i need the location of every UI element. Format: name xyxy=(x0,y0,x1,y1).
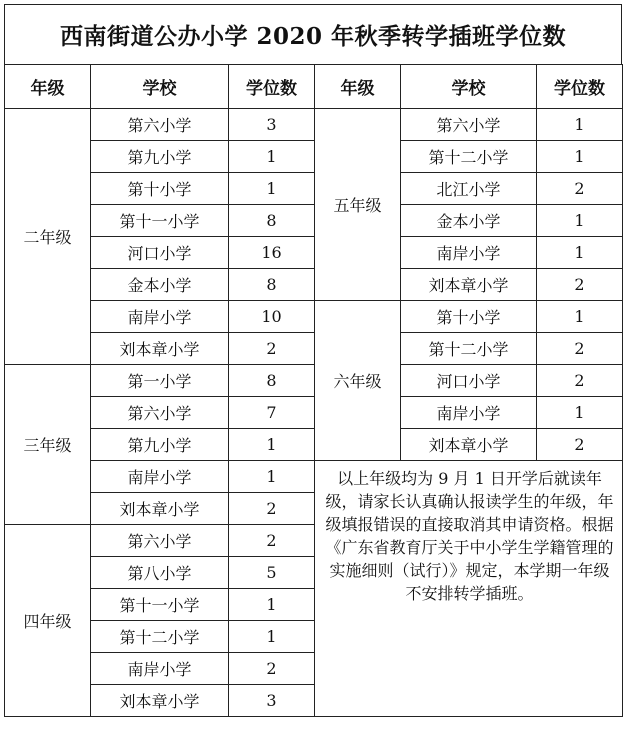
school-cell: 刘本章小学 xyxy=(91,685,229,717)
school-cell: 第六小学 xyxy=(401,109,537,141)
school-cell: 南岸小学 xyxy=(401,397,537,429)
table-row xyxy=(5,301,623,333)
seats-cell: 10 xyxy=(229,301,315,333)
seats-cell: 1 xyxy=(537,205,623,237)
school-cell: 第六小学 xyxy=(91,397,229,429)
school-cell: 第十二小学 xyxy=(401,333,537,365)
school-cell: 南岸小学 xyxy=(91,461,229,493)
school-cell: 刘本章小学 xyxy=(401,269,537,301)
school-cell: 第六小学 xyxy=(91,525,229,557)
header-school-left: 学校 xyxy=(91,65,229,109)
school-cell: 第一小学 xyxy=(91,365,229,397)
table-row xyxy=(5,141,623,173)
header-grade-right: 年级 xyxy=(315,65,401,109)
school-cell: 第十小学 xyxy=(91,173,229,205)
seats-cell: 2 xyxy=(537,429,623,461)
seats-cell: 1 xyxy=(537,109,623,141)
seats-cell: 2 xyxy=(229,493,315,525)
seat-table xyxy=(4,64,623,717)
school-cell: 金本小学 xyxy=(91,269,229,301)
school-cell: 第六小学 xyxy=(91,109,229,141)
table-row xyxy=(5,397,623,429)
seats-cell: 2 xyxy=(537,333,623,365)
seats-cell: 1 xyxy=(537,141,623,173)
seats-cell: 1 xyxy=(229,461,315,493)
seats-cell: 1 xyxy=(229,173,315,205)
header-school-right: 学校 xyxy=(401,65,537,109)
seats-cell: 2 xyxy=(229,653,315,685)
seats-cell: 8 xyxy=(229,365,315,397)
grade-cell: 三年级 xyxy=(5,365,91,525)
table-row xyxy=(5,109,623,141)
seats-cell: 2 xyxy=(537,173,623,205)
seats-cell: 2 xyxy=(537,269,623,301)
table-row xyxy=(5,461,623,493)
school-cell: 南岸小学 xyxy=(401,237,537,269)
header-seats-right: 学位数 xyxy=(537,65,623,109)
seats-cell: 1 xyxy=(229,141,315,173)
seats-cell: 1 xyxy=(229,621,315,653)
table-row xyxy=(5,205,623,237)
school-cell: 河口小学 xyxy=(401,365,537,397)
school-cell: 刘本章小学 xyxy=(91,493,229,525)
table-row xyxy=(5,365,623,397)
seats-cell: 1 xyxy=(537,237,623,269)
notice-text: 以上年级均为 9 月 1 日开学后就读年级，请家长认真确认报读学生的年级，年级填报错误的直接取消其申请资格。根据《广东省教育厅关于中小学生学籍管理的实施细则（试行）》规定，本学期一年级不安排转学插班。 xyxy=(315,461,623,717)
school-cell: 北江小学 xyxy=(401,173,537,205)
seats-cell: 1 xyxy=(537,301,623,333)
seats-cell: 1 xyxy=(229,589,315,621)
seats-cell: 16 xyxy=(229,237,315,269)
seats-cell: 3 xyxy=(229,109,315,141)
table-row xyxy=(5,333,623,365)
header-row xyxy=(5,65,623,109)
seats-cell: 8 xyxy=(229,269,315,301)
school-cell: 第九小学 xyxy=(91,429,229,461)
school-cell: 南岸小学 xyxy=(91,653,229,685)
table-row xyxy=(5,429,623,461)
school-cell: 第九小学 xyxy=(91,141,229,173)
school-cell: 河口小学 xyxy=(91,237,229,269)
seats-cell: 8 xyxy=(229,205,315,237)
school-cell: 第八小学 xyxy=(91,557,229,589)
table-title: 西南街道公办小学 2020 年秋季转学插班学位数 xyxy=(4,4,622,64)
seats-cell: 1 xyxy=(537,397,623,429)
seats-cell: 2 xyxy=(229,333,315,365)
school-cell: 第十小学 xyxy=(401,301,537,333)
table-row xyxy=(5,237,623,269)
school-cell: 刘本章小学 xyxy=(401,429,537,461)
table-row xyxy=(5,269,623,301)
school-cell: 南岸小学 xyxy=(91,301,229,333)
grade-cell: 二年级 xyxy=(5,109,91,365)
seats-cell: 3 xyxy=(229,685,315,717)
grade-cell: 五年级 xyxy=(315,109,401,301)
table-row xyxy=(5,173,623,205)
school-cell: 刘本章小学 xyxy=(91,333,229,365)
grade-cell: 六年级 xyxy=(315,301,401,461)
school-cell: 金本小学 xyxy=(401,205,537,237)
header-grade-left: 年级 xyxy=(5,65,91,109)
school-cell: 第十一小学 xyxy=(91,205,229,237)
grade-cell: 四年级 xyxy=(5,525,91,717)
seats-cell: 2 xyxy=(537,365,623,397)
school-cell: 第十二小学 xyxy=(91,621,229,653)
school-cell: 第十一小学 xyxy=(91,589,229,621)
seats-cell: 5 xyxy=(229,557,315,589)
seats-cell: 7 xyxy=(229,397,315,429)
header-seats-left: 学位数 xyxy=(229,65,315,109)
seats-cell: 1 xyxy=(229,429,315,461)
school-cell: 第十二小学 xyxy=(401,141,537,173)
seats-cell: 2 xyxy=(229,525,315,557)
